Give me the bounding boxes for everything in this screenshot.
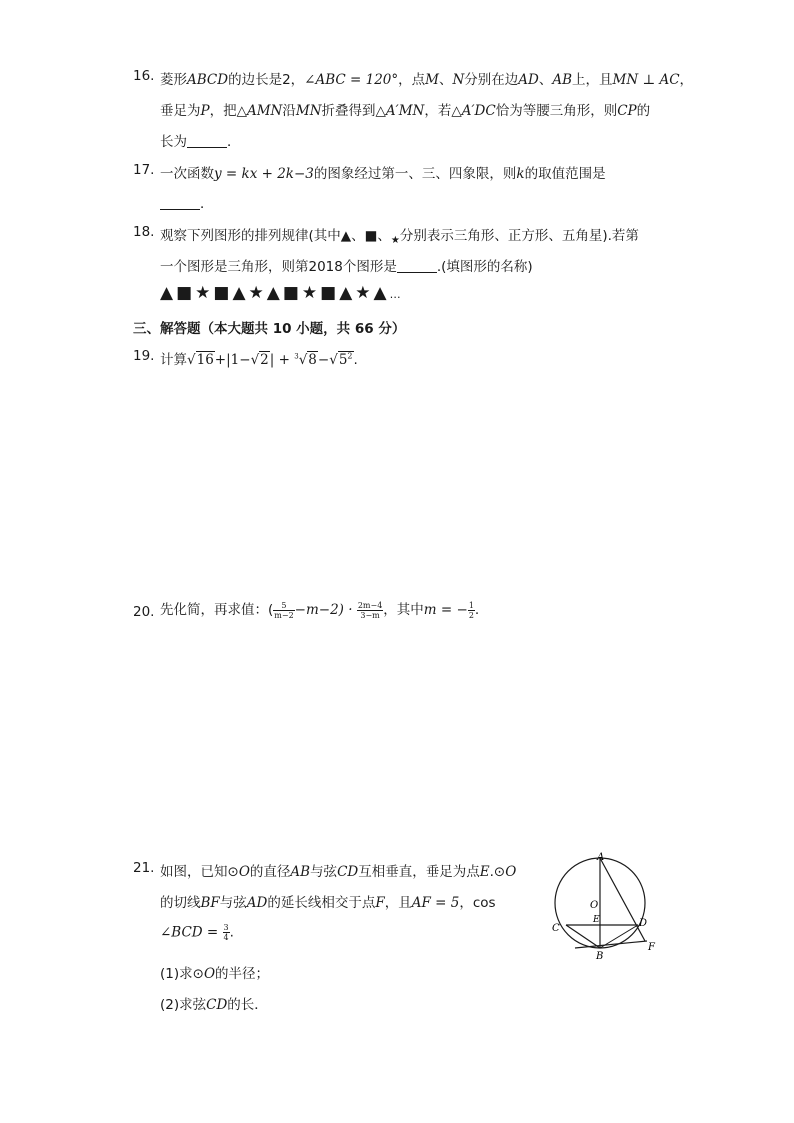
label-d: D	[639, 918, 648, 929]
math: △A′DC	[451, 103, 496, 119]
math: | +	[269, 352, 295, 368]
text: .⊙	[489, 864, 506, 880]
ellipsis: …	[389, 288, 401, 301]
q16-number: 16.	[133, 68, 155, 84]
label-c: C	[552, 923, 560, 934]
text: 如图，已知⊙	[160, 864, 239, 880]
q21-line2	[160, 891, 496, 911]
circle-geometry-figure	[545, 845, 670, 965]
sqrt-2: √2	[250, 352, 269, 368]
q20-number: 20.	[133, 604, 155, 620]
text: 垂足为	[160, 103, 201, 119]
sqrt-5-squared: $√5^2$	[329, 351, 353, 368]
fraction	[468, 601, 475, 620]
math: CD	[206, 997, 228, 1013]
math: △A′MN	[375, 103, 425, 119]
text: ，其中	[383, 602, 424, 618]
text: 恰为等腰三角形，则	[495, 103, 618, 119]
text: 上，且	[572, 72, 613, 88]
text: 与弦	[310, 864, 338, 880]
q18-line1	[160, 224, 639, 246]
text: (1)求⊙	[160, 966, 204, 982]
numerator: 3	[223, 923, 229, 932]
math: O	[505, 864, 517, 880]
text: 一个图形是三角形，则第2018个图形是	[160, 259, 397, 275]
text: 计算	[160, 352, 187, 368]
math: F	[375, 895, 385, 911]
numerator: 1	[468, 600, 474, 610]
label-b: B	[596, 951, 604, 962]
cbrt-8: $^3$√8	[294, 352, 317, 368]
fraction	[223, 923, 230, 942]
q18-number: 18.	[133, 224, 155, 240]
radicand: 16	[196, 352, 214, 368]
math: AD	[246, 895, 268, 911]
exponent: 2	[347, 351, 353, 361]
text: 分别在边	[464, 72, 519, 88]
q17-line1	[160, 162, 606, 182]
q21-sub2	[160, 993, 268, 1013]
denominator: 2	[468, 610, 474, 620]
text: 分别表示三角形、正方形、五角星).若第	[399, 228, 639, 244]
text: .	[353, 352, 358, 368]
text: 互相垂直，垂足为点	[358, 864, 480, 880]
q21-sub1	[160, 962, 269, 982]
radicand: 5	[338, 352, 348, 368]
math: MN ⊥ AC	[612, 72, 680, 88]
text: 折叠得到	[321, 103, 376, 119]
text: ，且	[384, 895, 412, 911]
text: 的直径	[249, 864, 291, 880]
math: P	[200, 103, 210, 119]
text: 菱形	[160, 72, 187, 88]
label-o: O	[590, 900, 599, 911]
text: 的图象经过第一、三、四象限，则	[313, 166, 517, 182]
text: 观察下列图形的排列规律(其中▲、■、	[160, 228, 391, 244]
text: 的半径；	[215, 966, 270, 982]
q20-expression	[160, 598, 479, 620]
answer-blank	[397, 260, 437, 273]
math: BF	[200, 895, 220, 911]
shape-sequence: ▲■★■▲★▲■★■▲★▲	[160, 283, 390, 303]
text: ，cos	[459, 895, 496, 911]
q16-line1	[160, 68, 693, 88]
text: ，	[679, 72, 694, 88]
math: AD	[518, 72, 539, 88]
math: O	[203, 966, 216, 982]
math: −m−2) ·	[294, 602, 357, 618]
math: AB	[290, 864, 311, 880]
radicand: 8	[308, 352, 317, 368]
label-a: A	[597, 852, 605, 863]
q18-shape-sequence	[160, 283, 401, 303]
text: 、	[538, 72, 553, 88]
answer-blank	[160, 197, 200, 210]
q17-number: 17.	[133, 162, 155, 178]
math: CD	[337, 864, 359, 880]
text: (2)求弦	[160, 997, 207, 1013]
math: +|1−	[214, 352, 251, 368]
text: 的取值范围是	[524, 166, 606, 182]
text: 的长．	[227, 997, 268, 1013]
text: 的延长线相交于点	[267, 895, 376, 911]
denominator: 3−m	[360, 610, 380, 620]
text: .	[229, 924, 234, 941]
math: △AMN	[236, 103, 283, 119]
denominator: m−2	[274, 610, 294, 620]
sqrt-16: √16	[187, 352, 214, 368]
q16-line3	[160, 130, 241, 150]
math: E	[479, 864, 490, 880]
fraction	[357, 601, 383, 620]
math: ∠BCD =	[160, 924, 223, 941]
text: ，点	[398, 72, 426, 88]
root-index: 3	[294, 352, 299, 361]
text: ．	[200, 196, 214, 212]
radicand: 2	[260, 352, 269, 368]
text: ，把	[209, 103, 237, 119]
label-f: F	[648, 942, 655, 953]
math: M	[425, 72, 439, 88]
text: .	[474, 602, 480, 618]
denominator: 4	[223, 933, 229, 942]
text: 的边长是2，	[228, 72, 305, 88]
chord-bd	[600, 925, 638, 948]
text: 、	[438, 72, 453, 88]
text: 长为	[160, 134, 187, 150]
math: −	[317, 352, 330, 368]
text: 沿	[282, 103, 296, 119]
text: 与弦	[219, 895, 247, 911]
math: O	[238, 864, 250, 880]
label-e: E	[593, 915, 600, 925]
math: MN	[295, 103, 322, 119]
numerator: 5	[273, 601, 294, 611]
math: N	[452, 72, 465, 88]
math: ∠ABC = 120°	[304, 72, 399, 88]
numerator: 2m−4	[357, 600, 383, 610]
math: AF = 5	[411, 895, 460, 911]
text: ，若	[424, 103, 452, 119]
section-header: 三、解答题（本大题共 10 小题，共 66 分）	[133, 321, 406, 337]
math: y = kx + 2k−3	[214, 166, 314, 182]
q21-number: 21.	[133, 860, 155, 876]
q18-line2	[160, 255, 533, 275]
text: ．	[227, 134, 241, 150]
q21-line3	[160, 923, 234, 942]
q19-number: 19.	[133, 348, 155, 364]
math: CP	[617, 103, 637, 119]
math: m = −	[423, 602, 468, 618]
fraction	[273, 601, 294, 620]
text: 一次函数	[160, 166, 214, 182]
q17-line2	[160, 192, 214, 212]
star-icon: ★	[390, 235, 400, 246]
text: 先化简，再求值：(	[160, 602, 274, 618]
q16-line2	[160, 99, 650, 119]
math: ABCD	[187, 72, 229, 88]
text: 的	[636, 103, 651, 119]
math: k	[516, 166, 525, 182]
q21-line1	[160, 860, 516, 880]
answer-blank	[187, 135, 227, 148]
q19-expression	[160, 348, 358, 368]
text: 的切线	[160, 895, 201, 911]
text: .(填图形的名称)	[436, 259, 533, 275]
math: AB	[552, 72, 573, 88]
